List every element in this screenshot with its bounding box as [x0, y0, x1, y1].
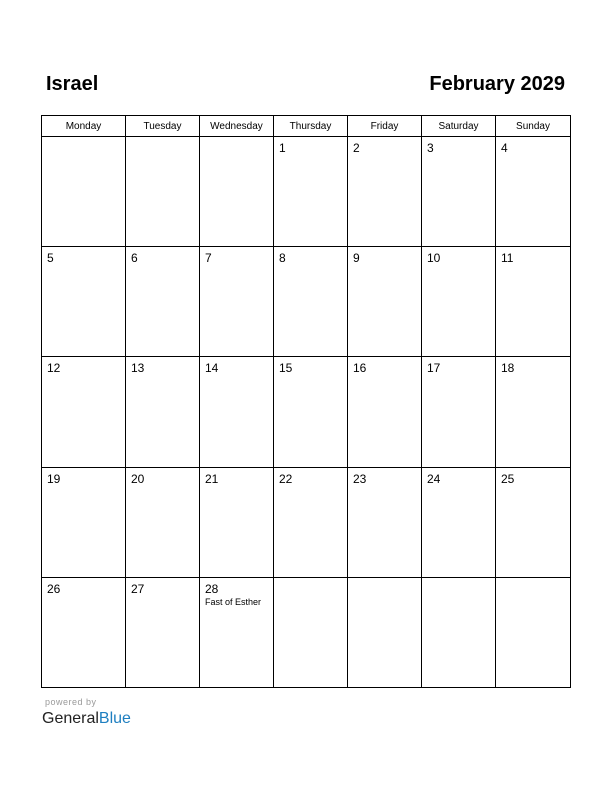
- calendar-week-row: [42, 577, 571, 687]
- day-cell: [348, 247, 422, 357]
- day-event: [126, 486, 199, 487]
- calendar-week-row: [42, 467, 571, 577]
- day-number: 8: [279, 251, 286, 266]
- day-number: 25: [501, 471, 515, 486]
- brand-name-part1: General: [42, 710, 99, 727]
- day-number: 7: [205, 251, 212, 266]
- month-year-title: February 2029: [429, 73, 565, 95]
- day-number: 22: [279, 471, 293, 486]
- day-event: [348, 582, 421, 583]
- day-event: [200, 141, 273, 142]
- day-event: [42, 486, 125, 487]
- day-event: [42, 265, 125, 266]
- day-cell: [126, 247, 200, 357]
- day-number: 11: [501, 251, 514, 266]
- powered-by-label: powered by: [45, 697, 97, 707]
- day-cell: [348, 357, 422, 467]
- day-event: [42, 141, 125, 142]
- day-event: [422, 486, 495, 487]
- weekday-header: Sunday: [496, 116, 571, 137]
- day-cell: [274, 467, 348, 577]
- day-cell: [422, 247, 496, 357]
- day-event: [348, 155, 421, 156]
- day-cell: [422, 137, 496, 247]
- country-title: Israel: [46, 73, 99, 95]
- day-cell: [42, 577, 126, 687]
- day-cell: [42, 357, 126, 467]
- day-cell: [42, 467, 126, 577]
- day-cell: [126, 357, 200, 467]
- day-cell: [200, 137, 274, 247]
- day-cell: [200, 357, 274, 467]
- weekday-header: Friday: [348, 116, 422, 137]
- day-cell: [42, 247, 126, 357]
- day-number: 1: [279, 141, 286, 155]
- day-number: 17: [427, 361, 441, 376]
- day-cell: [422, 467, 496, 577]
- day-event: [496, 375, 570, 376]
- day-number: 2: [353, 141, 360, 155]
- day-cell: [422, 577, 496, 687]
- day-cell: [274, 577, 348, 687]
- day-number: 14: [205, 361, 219, 376]
- brand-logo: [42, 709, 131, 729]
- day-event: [422, 375, 495, 376]
- weekday-header: Saturday: [422, 116, 496, 137]
- day-cell: [496, 137, 571, 247]
- day-event: [200, 375, 273, 376]
- day-cell: [496, 357, 571, 467]
- calendar-week-row: [42, 137, 571, 247]
- day-number: 16: [353, 361, 367, 376]
- day-cell: [348, 467, 422, 577]
- day-cell: [200, 247, 274, 357]
- day-cell: [422, 357, 496, 467]
- day-number: 21: [205, 471, 219, 486]
- day-cell: [496, 467, 571, 577]
- weekday-header: Wednesday: [200, 116, 274, 137]
- day-cell: [496, 247, 571, 357]
- day-event: [126, 265, 199, 266]
- day-event: [422, 265, 495, 266]
- day-number: 12: [47, 361, 61, 376]
- day-cell: [126, 137, 200, 247]
- day-number: 10: [427, 251, 441, 266]
- day-number: 27: [131, 581, 145, 596]
- day-event: [422, 155, 495, 156]
- day-event: [496, 486, 570, 487]
- day-event: [126, 141, 199, 142]
- day-cell: [348, 577, 422, 687]
- day-event: [126, 596, 199, 597]
- day-event: [274, 486, 347, 487]
- day-event: [42, 375, 125, 376]
- day-cell: [274, 247, 348, 357]
- day-number: 6: [131, 251, 138, 266]
- weekday-header: Tuesday: [126, 116, 200, 137]
- day-event: [274, 155, 347, 156]
- day-event: [496, 155, 570, 156]
- day-cell: [126, 577, 200, 687]
- day-number: 24: [427, 471, 441, 486]
- day-number: 4: [501, 141, 508, 155]
- day-event: [126, 375, 199, 376]
- calendar-grid: [41, 115, 571, 688]
- weekday-header-row: [42, 116, 571, 137]
- day-event: [42, 596, 125, 597]
- day-cell: [496, 577, 571, 687]
- day-number: 18: [501, 361, 515, 376]
- day-event: [496, 265, 570, 266]
- day-event: [422, 582, 495, 583]
- day-cell: [348, 137, 422, 247]
- day-event: [274, 265, 347, 266]
- day-event: [274, 582, 347, 583]
- day-event: [348, 375, 421, 376]
- footer-brand: [42, 697, 131, 729]
- day-number: 5: [47, 251, 54, 266]
- day-number: 20: [131, 471, 145, 486]
- day-cell: [126, 467, 200, 577]
- day-number: 19: [47, 471, 61, 486]
- day-event: [348, 265, 421, 266]
- day-number: 23: [353, 471, 367, 486]
- calendar-body: [42, 137, 571, 688]
- weekday-header: Thursday: [274, 116, 348, 137]
- day-event: [200, 486, 273, 487]
- day-cell: [274, 357, 348, 467]
- day-cell: [200, 467, 274, 577]
- day-cell: [274, 137, 348, 247]
- weekday-header: Monday: [42, 116, 126, 137]
- day-number: 3: [427, 141, 434, 155]
- day-event: Fast of Esther: [205, 596, 262, 607]
- day-event: [348, 486, 421, 487]
- day-number: 13: [131, 361, 145, 376]
- day-event: [496, 582, 570, 583]
- day-cell: [42, 137, 126, 247]
- calendar-week-row: [42, 357, 571, 467]
- calendar-week-row: [42, 247, 571, 357]
- day-number: 15: [279, 361, 293, 376]
- brand-name-part2: Blue: [98, 710, 131, 727]
- day-number: 26: [47, 581, 61, 596]
- day-number: 28: [205, 581, 219, 596]
- day-event: [200, 265, 273, 266]
- day-event: [274, 375, 347, 376]
- day-number: 9: [353, 251, 360, 266]
- day-cell: [200, 577, 274, 687]
